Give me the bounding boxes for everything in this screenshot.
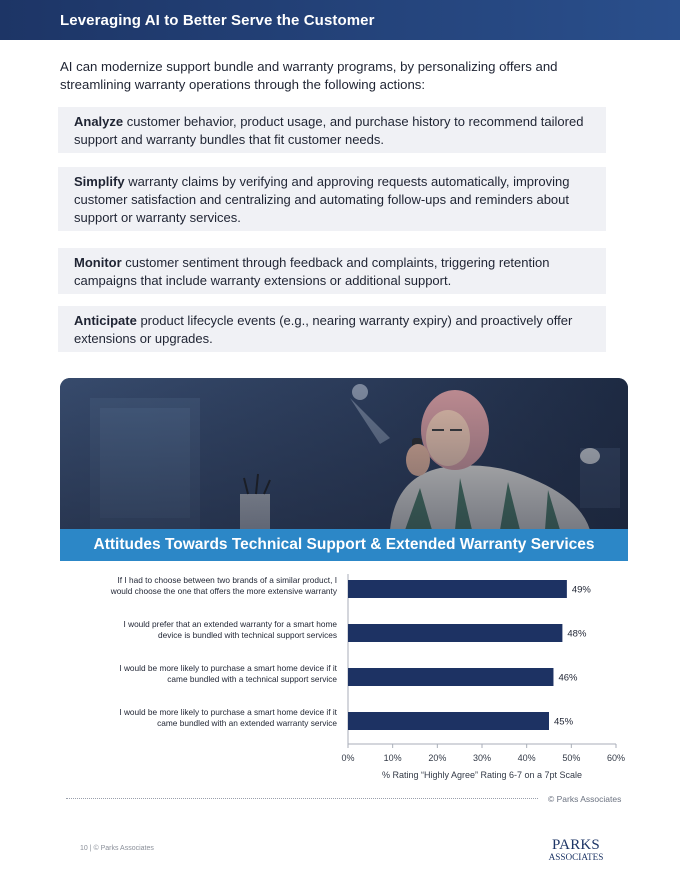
logo-line-2: ASSOCIATES (548, 852, 604, 862)
category-label-line: I would be more likely to purchase a smart home device if it (119, 707, 337, 717)
category-label (119, 707, 337, 728)
chart-credit: © Parks Associates (548, 794, 622, 804)
category-label (119, 663, 337, 684)
bar (348, 668, 553, 686)
page-title: Leveraging AI to Better Serve the Customer (60, 12, 375, 29)
action-text: customer behavior, product usage, and purchase history to recommend tailored support and warranty bundles that fit customer needs. (74, 114, 584, 147)
chart-x-ticks (341, 744, 625, 763)
action-text: product lifecycle events (e.g., nearing warranty expiry) and proactively offer extensions or upgrades. (74, 313, 573, 346)
x-tick-label: 30% (472, 753, 492, 763)
action-box-analyze (58, 107, 606, 153)
category-label-line: device is bundled with technical support services (158, 630, 337, 640)
action-box-monitor (58, 248, 606, 294)
chart-category-labels (110, 575, 338, 728)
intro-paragraph: AI can modernize support bundle and warranty programs, by personalizing offers and streamlining warranty operations through the following actions: (60, 59, 558, 92)
x-tick-label: 60% (606, 753, 626, 763)
page-header (0, 0, 680, 40)
action-term: Monitor (74, 255, 122, 270)
chart-bars (348, 580, 591, 730)
logo-line-1: PARKS (552, 837, 600, 853)
bar-value-label: 46% (558, 672, 578, 684)
x-tick-label: 20% (428, 753, 447, 763)
category-label-line: would choose the one that offers the more extensive warranty (110, 586, 337, 596)
bar-value-label: 48% (567, 628, 587, 640)
page-footer: 10 | © Parks Associates (80, 845, 154, 852)
bar-chart (0, 566, 680, 786)
photo-illustration (60, 378, 628, 530)
chart-title: Attitudes Towards Technical Support & Extended Warranty Services (60, 529, 628, 561)
bar-value-label: 45% (554, 716, 574, 728)
category-label-line: came bundled with a technical support service (167, 674, 337, 684)
x-tick-label: 50% (562, 753, 581, 763)
category-label-line: I would prefer that an extended warranty for a smart home (123, 619, 337, 629)
x-tick-label: 40% (517, 753, 536, 763)
action-term: Analyze (74, 114, 124, 129)
category-label-line: I would be more likely to purchase a smart home device if it (119, 663, 337, 673)
x-tick-label: 10% (383, 753, 402, 763)
action-text: warranty claims by verifying and approving requests automatically, improving customer satisfaction and centralizing and automating follow-ups and reminders about support or warranty services. (74, 174, 570, 225)
bar (348, 580, 567, 598)
parks-associates-logo (548, 838, 604, 862)
action-term: Simplify (74, 174, 125, 189)
category-label-line: came bundled with an extended warranty service (157, 718, 337, 728)
x-tick-label: 0% (341, 753, 355, 763)
divider-dotted (66, 798, 538, 799)
action-box-anticipate (58, 306, 606, 352)
category-label (123, 619, 337, 640)
category-label-line: If I had to choose between two brands of a similar product, I (117, 575, 337, 585)
category-label (110, 575, 338, 596)
bar (348, 624, 562, 642)
bar-value-label: 49% (571, 584, 591, 596)
hero-photo (60, 378, 628, 530)
action-term: Anticipate (74, 313, 137, 328)
action-text: customer sentiment through feedback and complaints, triggering retention campaigns that include warranty extensions or additional support. (74, 255, 550, 288)
action-box-simplify (58, 167, 606, 231)
bar (348, 712, 549, 730)
x-axis-label: % Rating “Highly Agree” Rating 6-7 on a 7pt Scale (381, 770, 583, 780)
